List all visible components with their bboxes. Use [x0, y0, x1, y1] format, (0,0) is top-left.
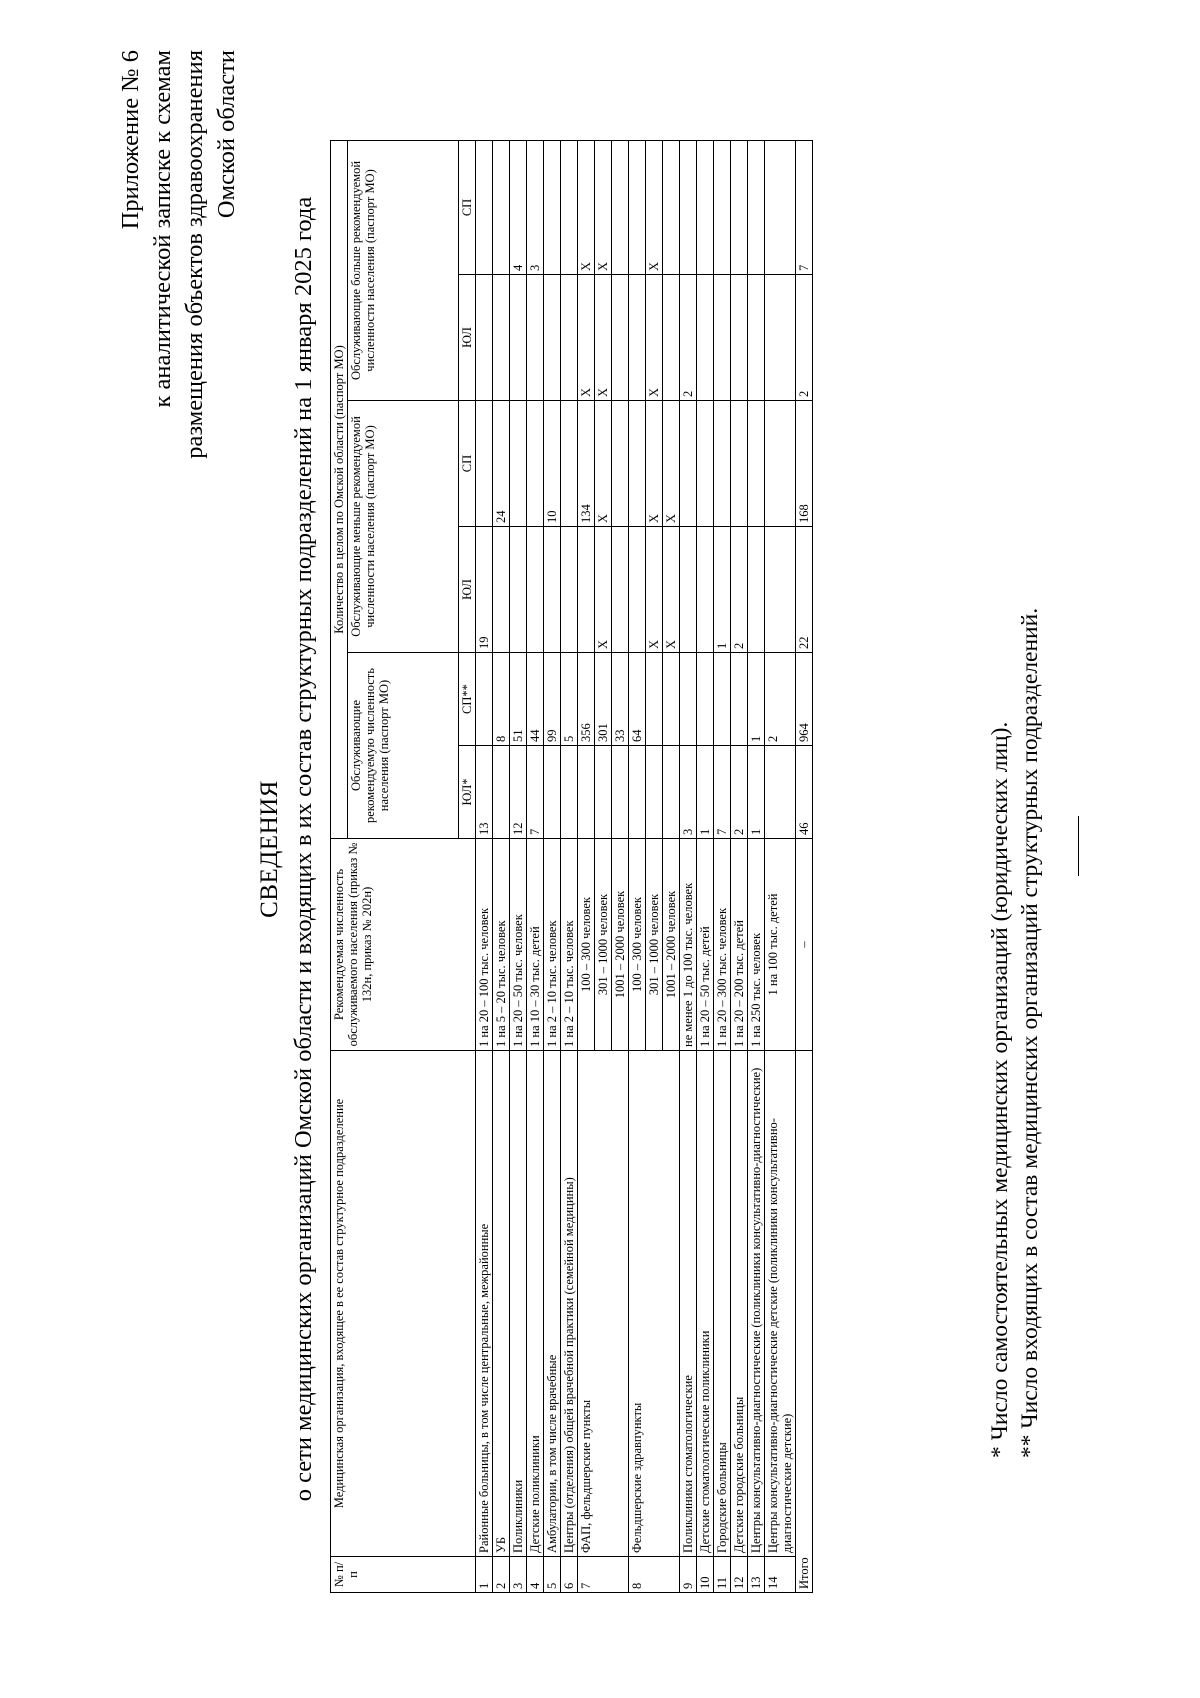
cell-sp-less	[629, 401, 646, 527]
total-yl-star: 46	[796, 746, 813, 839]
header-group-less: Обслуживающие меньше рекомендуемой численности населения (паспорт МО)	[348, 401, 459, 653]
cell-sp-more	[765, 140, 796, 274]
total-sp-less: 168	[796, 401, 813, 527]
cell-sp-star	[697, 653, 714, 746]
cell-sp-less	[561, 401, 578, 527]
cell-num: 5	[544, 1557, 561, 1593]
cell-yl-less: 2	[731, 527, 748, 653]
cell-yl-star	[612, 746, 629, 839]
cell-rec: 1 на 250 тыс. человек	[748, 839, 765, 1051]
cell-num: 3	[510, 1557, 527, 1593]
cell-rec: 100 – 300 человек	[629, 839, 646, 1051]
table-row	[765, 140, 796, 1592]
cell-yl-more	[544, 275, 561, 401]
cell-org: Поликлиники	[510, 1051, 527, 1557]
table-row	[510, 140, 527, 1592]
cell-sp-star: 51	[510, 653, 527, 746]
cell-yl-star: 12	[510, 746, 527, 839]
cell-sp-less	[527, 401, 544, 527]
cell-sp-more	[561, 140, 578, 274]
cell-yl-more: 2	[680, 275, 697, 401]
cell-yl-star: 1	[748, 746, 765, 839]
appendix-line-2: к аналитической записке к схемам	[149, 50, 176, 408]
cell-yl-more: Х	[595, 275, 612, 401]
separator-line	[1078, 816, 1079, 876]
cell-yl-more	[612, 275, 629, 401]
cell-sp-more: 3	[527, 140, 544, 274]
cell-sp-more	[629, 140, 646, 274]
total-sp-star: 964	[796, 653, 813, 746]
header-quantity: Количество в целом по Омской области (паспорт МО)	[331, 140, 348, 838]
cell-sp-less	[612, 401, 629, 527]
cell-org: Поликлиники стоматологические	[680, 1051, 697, 1557]
cell-rec: 1 на 20 – 50 тыс. человек	[510, 839, 527, 1051]
cell-sp-more	[680, 140, 697, 274]
cell-num: 14	[765, 1557, 796, 1593]
cell-num: 10	[697, 1557, 714, 1593]
cell-num: 4	[527, 1557, 544, 1593]
cell-sp-star	[714, 653, 731, 746]
cell-yl-more	[748, 275, 765, 401]
table-row	[629, 140, 646, 1592]
cell-rec: 301 – 1000 человек	[595, 839, 612, 1051]
cell-sp-less	[731, 401, 748, 527]
table-row	[527, 140, 544, 1592]
cell-sp-more: Х	[595, 140, 612, 274]
cell-yl-less: 1	[714, 527, 731, 653]
cell-rec: 1 на 10 – 30 тыс. детей	[527, 839, 544, 1051]
cell-yl-less: Х	[646, 527, 663, 653]
cell-num: 8	[629, 1557, 680, 1593]
total-label: Итого	[796, 1051, 813, 1593]
cell-sp-more	[663, 140, 680, 274]
cell-yl-more	[663, 275, 680, 401]
cell-sp-star: 301	[595, 653, 612, 746]
cell-yl-star	[646, 746, 663, 839]
cell-org: Центры консультативно-диагностические (поликлиники консультативно-диагностические)	[748, 1051, 765, 1557]
appendix-line-1: Приложение № 6	[117, 50, 144, 230]
cell-sp-more	[714, 140, 731, 274]
cell-rec: не менее 1 до 100 тыс. человек	[680, 839, 697, 1051]
cell-yl-star: 7	[527, 746, 544, 839]
cell-yl-less	[748, 527, 765, 653]
cell-sp-star	[680, 653, 697, 746]
cell-yl-less: Х	[595, 527, 612, 653]
table-row	[714, 140, 731, 1592]
header-sp-less: СП	[459, 401, 476, 527]
cell-yl-star: 2	[731, 746, 748, 839]
cell-yl-less	[578, 527, 595, 653]
cell-num: 6	[561, 1557, 578, 1593]
table-row	[476, 140, 493, 1592]
footnote-2: ** Число входящих в состав медицинских организаций структурных подразделений.	[1017, 607, 1043, 1458]
cell-yl-more	[510, 275, 527, 401]
cell-sp-less	[476, 401, 493, 527]
cell-rec: 1 на 20 – 300 тыс. человек	[714, 839, 731, 1051]
cell-sp-star: 64	[629, 653, 646, 746]
cell-sp-star	[476, 653, 493, 746]
cell-yl-more	[476, 275, 493, 401]
cell-yl-more	[714, 275, 731, 401]
cell-yl-less	[527, 527, 544, 653]
cell-yl-star: 7	[714, 746, 731, 839]
table-row	[680, 140, 697, 1592]
cell-yl-less	[629, 527, 646, 653]
cell-org: ФАП, фельдшерские пункты	[578, 1051, 629, 1557]
cell-yl-more	[697, 275, 714, 401]
cell-sp-more	[612, 140, 629, 274]
cell-num: 7	[578, 1557, 629, 1593]
header-group-more: Обслуживающие больше рекомендуемой численности населения (паспорт МО)	[348, 140, 459, 400]
cell-org: Детские стоматологические поликлиники	[697, 1051, 714, 1557]
cell-yl-star	[595, 746, 612, 839]
cell-org: Городские больницы	[714, 1051, 731, 1557]
cell-sp-star: 44	[527, 653, 544, 746]
cell-sp-star: 1	[748, 653, 765, 746]
cell-rec: 1 на 2 – 10 тыс. человек	[544, 839, 561, 1051]
cell-rec: 1 на 20 – 100 тыс. человек	[476, 839, 493, 1051]
cell-sp-less	[697, 401, 714, 527]
appendix-line-3: размещения объектов здравоохранения	[181, 50, 208, 459]
header-sp-more: СП	[459, 140, 476, 274]
cell-yl-more	[629, 275, 646, 401]
cell-yl-less: Х	[663, 527, 680, 653]
document-title: СВЕДЕНИЯ	[256, 780, 283, 918]
cell-yl-less	[612, 527, 629, 653]
cell-org: Амбулатории, в том числе врачебные	[544, 1051, 561, 1557]
cell-sp-more	[476, 140, 493, 274]
cell-sp-star: 5	[561, 653, 578, 746]
cell-yl-star: 3	[680, 746, 697, 839]
cell-sp-less: Х	[646, 401, 663, 527]
cell-yl-more	[527, 275, 544, 401]
cell-yl-star	[765, 746, 796, 839]
appendix-line-4: Омской области	[213, 50, 240, 219]
table-total-row	[796, 140, 813, 1592]
cell-sp-more	[544, 140, 561, 274]
header-sp-star: СП**	[459, 653, 476, 746]
cell-yl-star	[544, 746, 561, 839]
cell-sp-less: Х	[663, 401, 680, 527]
cell-sp-more: Х	[578, 140, 595, 274]
cell-sp-less: 24	[493, 401, 510, 527]
cell-yl-star	[629, 746, 646, 839]
cell-sp-star	[731, 653, 748, 746]
cell-yl-star: 1	[697, 746, 714, 839]
cell-yl-star	[561, 746, 578, 839]
cell-sp-star: 356	[578, 653, 595, 746]
cell-num: 9	[680, 1557, 697, 1593]
cell-yl-less	[510, 527, 527, 653]
total-yl-more: 2	[796, 275, 813, 401]
cell-sp-more	[731, 140, 748, 274]
cell-org: Центры (отделения) общей врачебной практики (семейной медицины)	[561, 1051, 578, 1557]
header-num: № п/п	[331, 1557, 476, 1593]
table-row	[748, 140, 765, 1592]
cell-sp-more	[493, 140, 510, 274]
cell-org: Детские городские больницы	[731, 1051, 748, 1557]
cell-sp-less	[748, 401, 765, 527]
total-rec: –	[796, 839, 813, 1051]
cell-sp-star	[646, 653, 663, 746]
cell-num: 2	[493, 1557, 510, 1593]
cell-sp-less: Х	[595, 401, 612, 527]
table-body	[476, 140, 813, 1592]
table-row	[697, 140, 714, 1592]
cell-yl-less	[561, 527, 578, 653]
cell-rec: 1 на 20 – 50 тыс. детей	[697, 839, 714, 1051]
cell-sp-more	[697, 140, 714, 274]
cell-yl-less	[697, 527, 714, 653]
cell-sp-less: 134	[578, 401, 595, 527]
header-group-serving: Обслуживающие рекомендуемую численность населения (паспорт МО)	[348, 653, 459, 839]
table-row	[544, 140, 561, 1592]
facilities-table	[330, 140, 813, 1593]
cell-sp-more: 4	[510, 140, 527, 274]
cell-sp-more: Х	[646, 140, 663, 274]
cell-yl-more	[493, 275, 510, 401]
cell-yl-less	[765, 527, 796, 653]
cell-sp-less	[765, 401, 796, 527]
cell-yl-less	[680, 527, 697, 653]
table-row	[493, 140, 510, 1592]
cell-num: 13	[748, 1557, 765, 1593]
table-row	[561, 140, 578, 1592]
cell-yl-more: Х	[646, 275, 663, 401]
appendix-block	[115, 50, 243, 459]
document-subtitle: о сети медицинских организаций Омской области и входящих в их состав структурных подразделений на 1 января 2025 года	[290, 196, 317, 1502]
cell-yl-star	[663, 746, 680, 839]
cell-yl-star	[493, 746, 510, 839]
cell-yl-more	[765, 275, 796, 401]
cell-rec: 1001 – 2000 человек	[612, 839, 629, 1051]
cell-rec: 1 на 5 – 20 тыс. человек	[493, 839, 510, 1051]
cell-rec: 100 – 300 человек	[578, 839, 595, 1051]
cell-rec: 1 на 100 тыс. детей	[765, 839, 796, 1051]
cell-sp-star: 99	[544, 653, 561, 746]
cell-sp-less	[714, 401, 731, 527]
cell-sp-star: 2	[765, 653, 796, 746]
total-sp-more: 7	[796, 140, 813, 274]
cell-yl-more: Х	[578, 275, 595, 401]
cell-sp-more	[748, 140, 765, 274]
cell-sp-less: 10	[544, 401, 561, 527]
header-org: Медицинская организация, входящее в ее состав структурное подразделение	[331, 1051, 476, 1557]
cell-sp-star	[663, 653, 680, 746]
cell-rec: 301 – 1000 человек	[646, 839, 663, 1051]
cell-num: 1	[476, 1557, 493, 1593]
header-yl-star: ЮЛ*	[459, 746, 476, 839]
total-yl-less: 22	[796, 527, 813, 653]
cell-yl-more	[561, 275, 578, 401]
cell-org: Центры консультативно-диагностические детские (поликлиники консультативно-диагностические детские)	[765, 1051, 796, 1557]
table-row	[731, 140, 748, 1592]
cell-sp-star: 8	[493, 653, 510, 746]
table-row	[578, 140, 595, 1592]
cell-rec: 1001 – 2000 человек	[663, 839, 680, 1051]
cell-yl-less	[493, 527, 510, 653]
cell-sp-less	[510, 401, 527, 527]
header-yl-less: ЮЛ	[459, 527, 476, 653]
cell-yl-star	[578, 746, 595, 839]
cell-yl-more	[731, 275, 748, 401]
cell-yl-star: 13	[476, 746, 493, 839]
cell-sp-star: 33	[612, 653, 629, 746]
cell-org: Фельдшерские здравпункты	[629, 1051, 680, 1557]
cell-org: Районные больницы, в том числе центральные, межрайонные	[476, 1051, 493, 1557]
cell-rec: 1 на 2 – 10 тыс. человек	[561, 839, 578, 1051]
cell-sp-less	[680, 401, 697, 527]
footnote-1: * Число самостоятельных медицинских организаций (юридических лиц).	[987, 721, 1013, 1458]
cell-yl-less	[544, 527, 561, 653]
cell-num: 11	[714, 1557, 731, 1593]
header-recommended: Рекомендуемая численность обслуживаемого населения (приказ № 132н, приказ № 202н)	[331, 839, 476, 1051]
cell-rec: 1 на 20 – 200 тыс. детей	[731, 839, 748, 1051]
cell-yl-less: 19	[476, 527, 493, 653]
cell-org: Детские поликлиники	[527, 1051, 544, 1557]
cell-num: 12	[731, 1557, 748, 1593]
header-yl-more: ЮЛ	[459, 275, 476, 401]
cell-org: УБ	[493, 1051, 510, 1557]
